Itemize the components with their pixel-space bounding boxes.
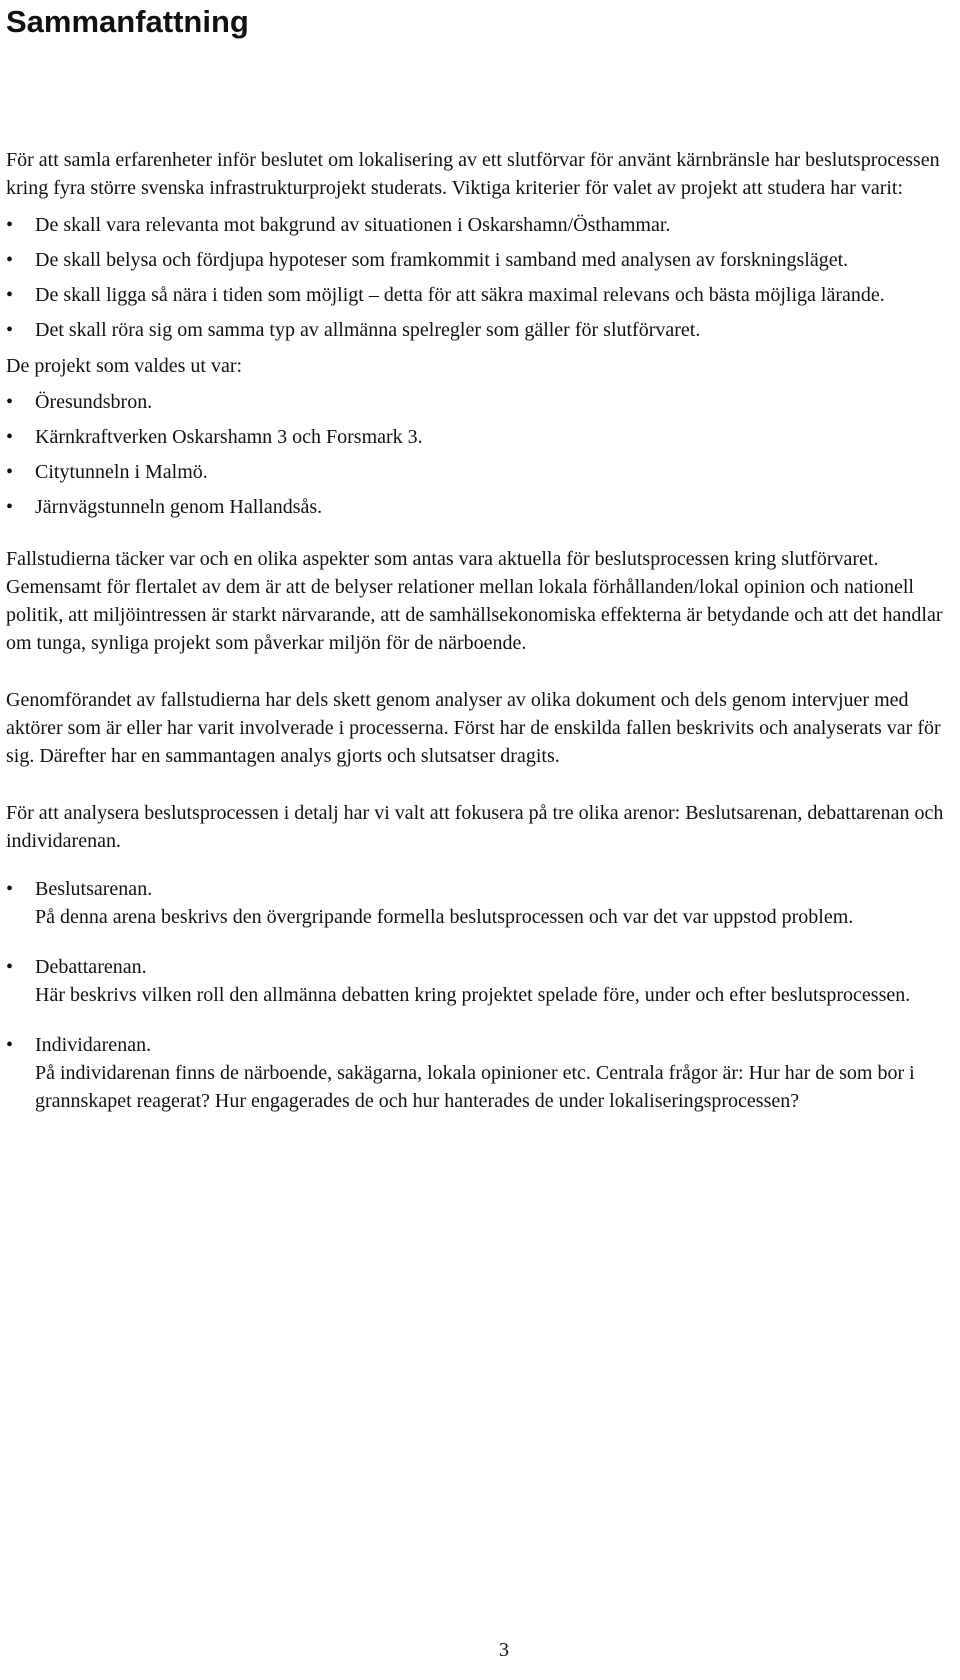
project-text: Kärnkraftverken Oskarshamn 3 och Forsmark 3. [35,426,423,448]
bullet: • [6,391,14,413]
list-item [6,423,956,451]
bullet: • [6,1034,14,1056]
list-item [6,458,956,486]
bullet: • [6,284,14,306]
analys-paragraph: För att analysera beslutsprocessen i detalj har vi valt att fokusera på tre olika arenor: Beslutsarenan, debattarenan och individarenan. [6,802,944,852]
bullet: • [6,956,14,978]
criterion-text: De skall vara relevanta mot bakgrund av situationen i Oskarshamn/Östhammar. [35,214,671,236]
arena-description: På individarenan finns de närboende, sakägarna, lokala opinioner etc. Centrala frågor är: Hur har de som bor i grannskapet reagerat? Hur engagerades de och hur hanterades de under lokaliseringsprocessen? [35,1062,915,1112]
list-item [6,953,956,1009]
bullet: • [6,426,14,448]
list-item [6,316,956,344]
criterion-text: De skall ligga så nära i tiden som möjligt – detta för att säkra maximal relevans och bästa möjliga lärande. [35,284,885,306]
bullet: • [6,496,14,518]
intro-paragraph: För att samla erfarenheter inför beslutet om lokalisering av ett slutförvar för använt kärnbränsle har beslutsprocessen kring fyra större svenska infrastrukturprojekt studerats. Viktiga kriterier för valet av projekt att studera har varit: [6,149,940,199]
bullet: • [6,461,14,483]
criterion-text: Det skall röra sig om samma typ av allmänna spelregler som gäller för slutförvaret. [35,319,701,341]
arena-title: Beslutsarenan. [35,878,153,900]
bullet: • [6,878,14,900]
projects-list [6,388,956,521]
list-item [6,388,956,416]
project-text: Öresundsbron. [35,391,153,413]
list-item [6,875,956,931]
bullet: • [6,249,14,271]
list-item [6,211,956,239]
page-title: Sammanfattning [6,4,249,39]
bullet: • [6,319,14,341]
list-item [6,246,956,274]
list-item [6,493,956,521]
list-item [6,1031,956,1115]
document-page [6,0,956,1115]
project-text: Järnvägstunneln genom Hallandsås. [35,496,323,518]
fallstudier-paragraph: Fallstudierna täcker var och en olika aspekter som antas vara aktuella för beslutsprocessen kring slutförvaret. Gemensamt för flertalet av dem är att de belyser relationer mellan lokala förhållanden/lokal opinion och nationell politik, att miljöintressen är starkt närvarande, att de samhällsekonomiska effekterna är betydande och att det handlar om tunga, synliga projekt som påverkar miljön för de närboende. [6,548,943,654]
page-number: 3 [499,1639,509,1661]
project-text: Citytunneln i Malmö. [35,461,208,483]
projects-intro: De projekt som valdes ut var: [6,355,243,377]
arena-title: Debattarenan. [35,956,147,978]
list-item [6,281,956,309]
bullet: • [6,214,14,236]
genomforande-paragraph: Genomförandet av fallstudierna har dels skett genom analyser av olika dokument och dels genom intervjuer med aktörer som är eller har varit involverade i processerna. Först har de enskilda fallen beskrivits och analyserats var för sig. Därefter har en sammantagen analys gjorts och slutsatser dragits. [6,689,941,767]
document-body [6,146,956,1115]
arenas-list [6,875,956,1115]
criteria-list [6,211,956,344]
arena-description: På denna arena beskrivs den övergripande formella beslutsprocessen och var det var uppstod problem. [35,906,854,928]
criterion-text: De skall belysa och fördjupa hypoteser som framkommit i samband med analysen av forskningsläget. [35,249,849,271]
arena-description: Här beskrivs vilken roll den allmänna debatten kring projektet spelade före, under och efter beslutsprocessen. [35,984,911,1006]
arena-title: Individarenan. [35,1034,152,1056]
